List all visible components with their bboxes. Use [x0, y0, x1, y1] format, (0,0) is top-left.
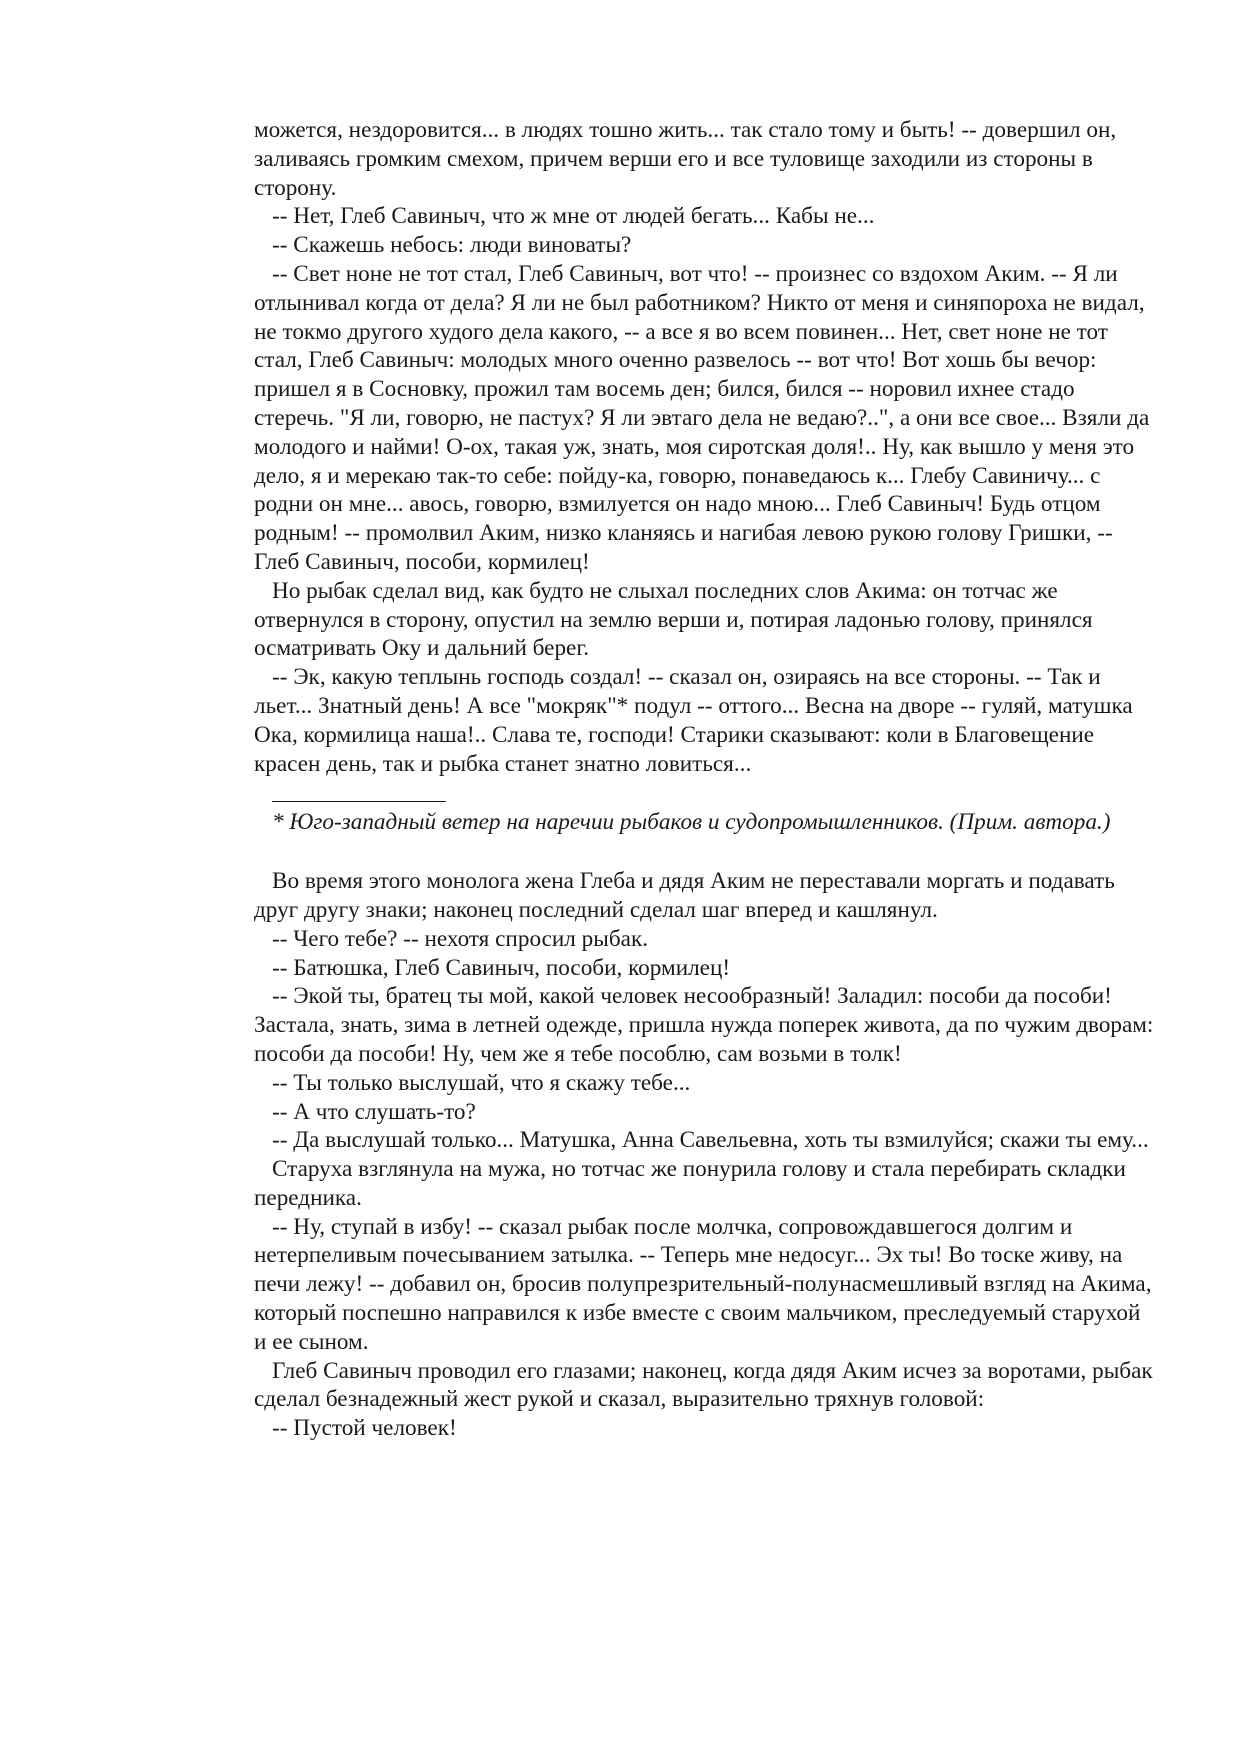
paragraph: -- Нет, Глеб Савиныч, что ж мне от людей бегать... Кабы не...	[272, 203, 875, 230]
paragraph: -- Ты только выслушай, что я скажу тебе...	[272, 1069, 691, 1096]
paragraph: Но рыбак сделал вид, как будто не слыхал последних слов Акима: он тотчас же отвернулся в сторону, опустил на землю верши и, потирая ладонью голову, принялся осматривать Оку и дальний берег.	[254, 577, 1093, 662]
paragraph: -- Скажешь небось: люди виноваты?	[272, 232, 632, 259]
paragraph: Старуха взглянула на мужа, но тотчас же понурила голову и стала перебирать складки передника.	[254, 1156, 1126, 1211]
footnote-divider	[272, 801, 446, 802]
paragraph: -- А что слушать-то?	[272, 1098, 476, 1125]
paragraph: -- Да выслушай только... Матушка, Анна Савельевна, хоть ты взмилуйся; скажи ты ему...	[272, 1127, 1149, 1154]
section-gap	[254, 837, 1154, 867]
paragraph: Во время этого монолога жена Глеба и дядя Аким не переставали моргать и подавать друг другу знаки; наконец последний сделал шаг вперед и кашлянул.	[254, 868, 1115, 923]
paragraph: Глеб Савиныч проводил его глазами; наконец, когда дядя Аким исчез за воротами, рыбак сделал безнадежный жест рукой и сказал, выразительно тряхнув головой:	[254, 1357, 1153, 1413]
paragraph: можется, нездоровится... в людях тошно жить... так стало тому и быть! -- довершил он, заливаясь громким смехом, причем верши его и все туловище заходили из стороны в сторону.	[254, 117, 1117, 201]
paragraph: -- Экой ты, братец ты мой, какой человек несообразный! Заладил: пособи да пособи! Застала, знать, зима в летней одежде, пришла нужда поперек живота, да по чужим дворам: пособи да пособи! Ну, чем же я тебе пособлю, сам возьми в толк!	[254, 983, 1154, 1067]
paragraph: -- Свет ноне не тот стал, Глеб Савиныч, вот что! -- произнес со вздохом Аким. -- Я ли отлынивал когда от дела? Я ли не был работником? Никто от меня и синяпороха не видал, не токмо другого худого дела какого, -- а все я во всем повинен... Нет, свет ноне не тот стал, Глеб Савиныч: молодых много оченно развелось -- вот что! Вот хошь бы вечор: пришел я в Сосновку, прожил там восемь ден; бился, бился -- норовил ихнее стадо стеречь. "Я ли, говорю, не пастух? Я ли эвтаго дела не ведаю?..", а они все свое... Взяли да молодого и найми! О-ох, такая уж, знать, моя сиротская доля!.. Ну, как вышло у меня это дело, я и мерекаю так-то себе: пойду-ка, говорю, понаведаюсь к... Глебу Савиничу... с родни он мне... авось, говорю, взмилуется он надо мною... Глеб Савиныч! Будь отцом родным! -- промолвил Аким, низко кланяясь и нагибая левою рукою голову Гришки, -- Глеб Савиныч, пособи, кормилец!	[254, 260, 1150, 575]
document-page	[254, 116, 1154, 1443]
paragraph: -- Ну, ступай в избу! -- сказал рыбак после молчка, сопровождавшегося долгим и нетерпеливым почесыванием затылка. -- Теперь мне недосуг... Эх ты! Во тоске живу, на печи лежу! -- добавил он, бросив полупрезрительный-полунасмешливый взгляд на Акима, который поспешно направился к избе вместе с своим мальчиком, преследуемый старухой и ее сыном.	[254, 1213, 1152, 1355]
paragraph: -- Пустой человек!	[272, 1415, 457, 1442]
paragraph: -- Эк, какую теплынь господь создал! -- сказал он, озираясь на все стороны. -- Так и льет... Знатный день! А все "мокряк"* подул -- оттого... Весна на дворе -- гуляй, матушка Ока, кормилица наша!.. Слава те, господи! Старики сказывают: коли в Благовещение красен день, так и рыбка станет знатно ловиться...	[254, 664, 1133, 777]
footnote: * Юго-западный ветер на наречии рыбаков и судопромышленников. (Прим. автора.)	[272, 809, 1111, 836]
paragraph: -- Чего тебе? -- нехотя спросил рыбак.	[272, 925, 649, 952]
paragraph: -- Батюшка, Глеб Савиныч, пособи, кормилец!	[272, 954, 731, 981]
